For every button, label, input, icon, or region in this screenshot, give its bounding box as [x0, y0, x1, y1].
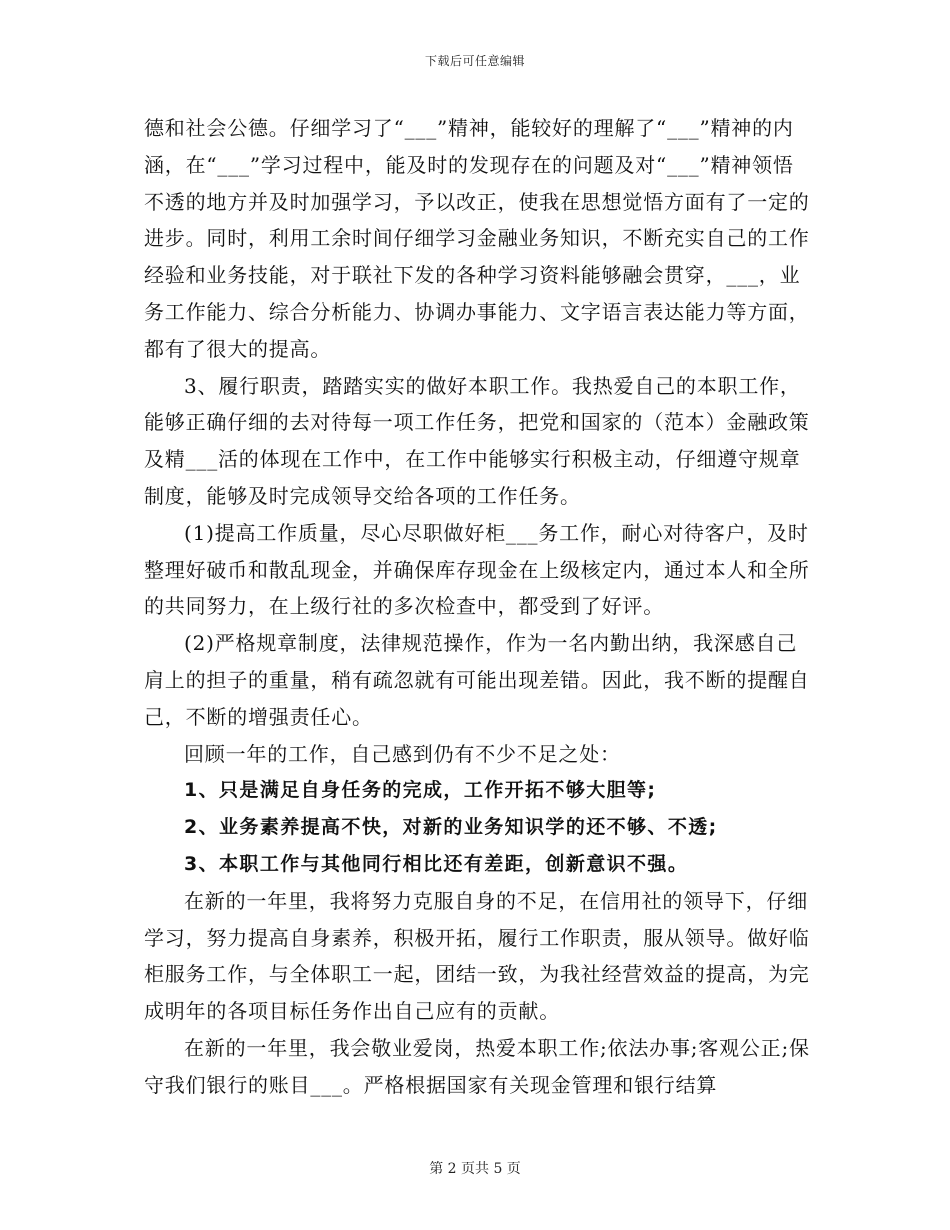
page-header-note: 下载后可任意编辑: [424, 54, 525, 68]
paragraph-rules: (2)严格规章制度，法律规范操作，作为一名内勤出纳，我深感自己肩上的担子的重量，稍有疏忽就有可能出现差错。因此，我不断的提醒自己，不断的增强责任心。: [144, 631, 810, 729]
page-number: 第 2 页共 5 页: [429, 1161, 521, 1177]
paragraph-quality: (1)提高工作质量，尽心尽职做好柜___务工作，耐心对待客户，及时整理好破币和散乱现金，并确保库存现金在上级核定内，通过本人和全所的共同努力，在上级行社的多次检查中，都受到了好评。: [144, 520, 810, 619]
shortcoming-item-2: 2、业务素养提高不快，对新的业务知识学的还不够、不透;: [184, 816, 718, 839]
shortcoming-item-3: 3、本职工作与其他同行相比还有差距，创新意识不强。: [184, 852, 689, 875]
document-body: [144, 110, 810, 1104]
paragraph-review: 回顾一年的工作，自己感到仍有不少不足之处：: [184, 741, 621, 766]
paragraph-new-year-plan: 在新的一年里，我将努力克服自身的不足，在信用社的领导下，仔细学习，努力提高自身素养，积极开拓，履行工作职责，服从领导。做好临柜服务工作，与全体职工一起，团结一致，为我社经营效益的提高，为完成明年的各项目标任务作出自己应有的贡献。: [144, 888, 810, 1024]
paragraph-continuation: 德和社会公德。仔细学习了“___”精神，能较好的理解了“___”精神的内涵，在“___”学习过程中，能及时的发现存在的问题及对“___”精神领悟不透的地方并及时加强学习，予以改正，使我在思想觉悟方面有了一定的进步。同时，利用工余时间仔细学习金融业务知识，不断充实自己的工作经验和业务技能，对于联社下发的各种学习资料能够融会贯穿，___，业务工作能力、综合分析能力、协调办事能力、文字语言表达能力等方面，都有了很大的提高。: [144, 116, 810, 361]
paragraph-new-year-commitment: 在新的一年里，我会敬业爱岗，热爱本职工作;依法办事;客观公正;保守我们银行的账目___。严格根据国家有关现金管理和银行结算: [144, 1035, 810, 1097]
shortcoming-item-1: 1、只是满足自身任务的完成，工作开拓不够大胆等;: [184, 779, 657, 802]
paragraph-duty: 3、履行职责，踏踏实实的做好本职工作。我热爱自己的本职工作，能够正确仔细的去对待每一项工作任务，把党和国家的（范本）金融政策及精___活的体现在工作中，在工作中能够实行积极主动，仔细遵守规章制度，能够及时完成领导交给各项的工作任务。: [144, 373, 810, 508]
